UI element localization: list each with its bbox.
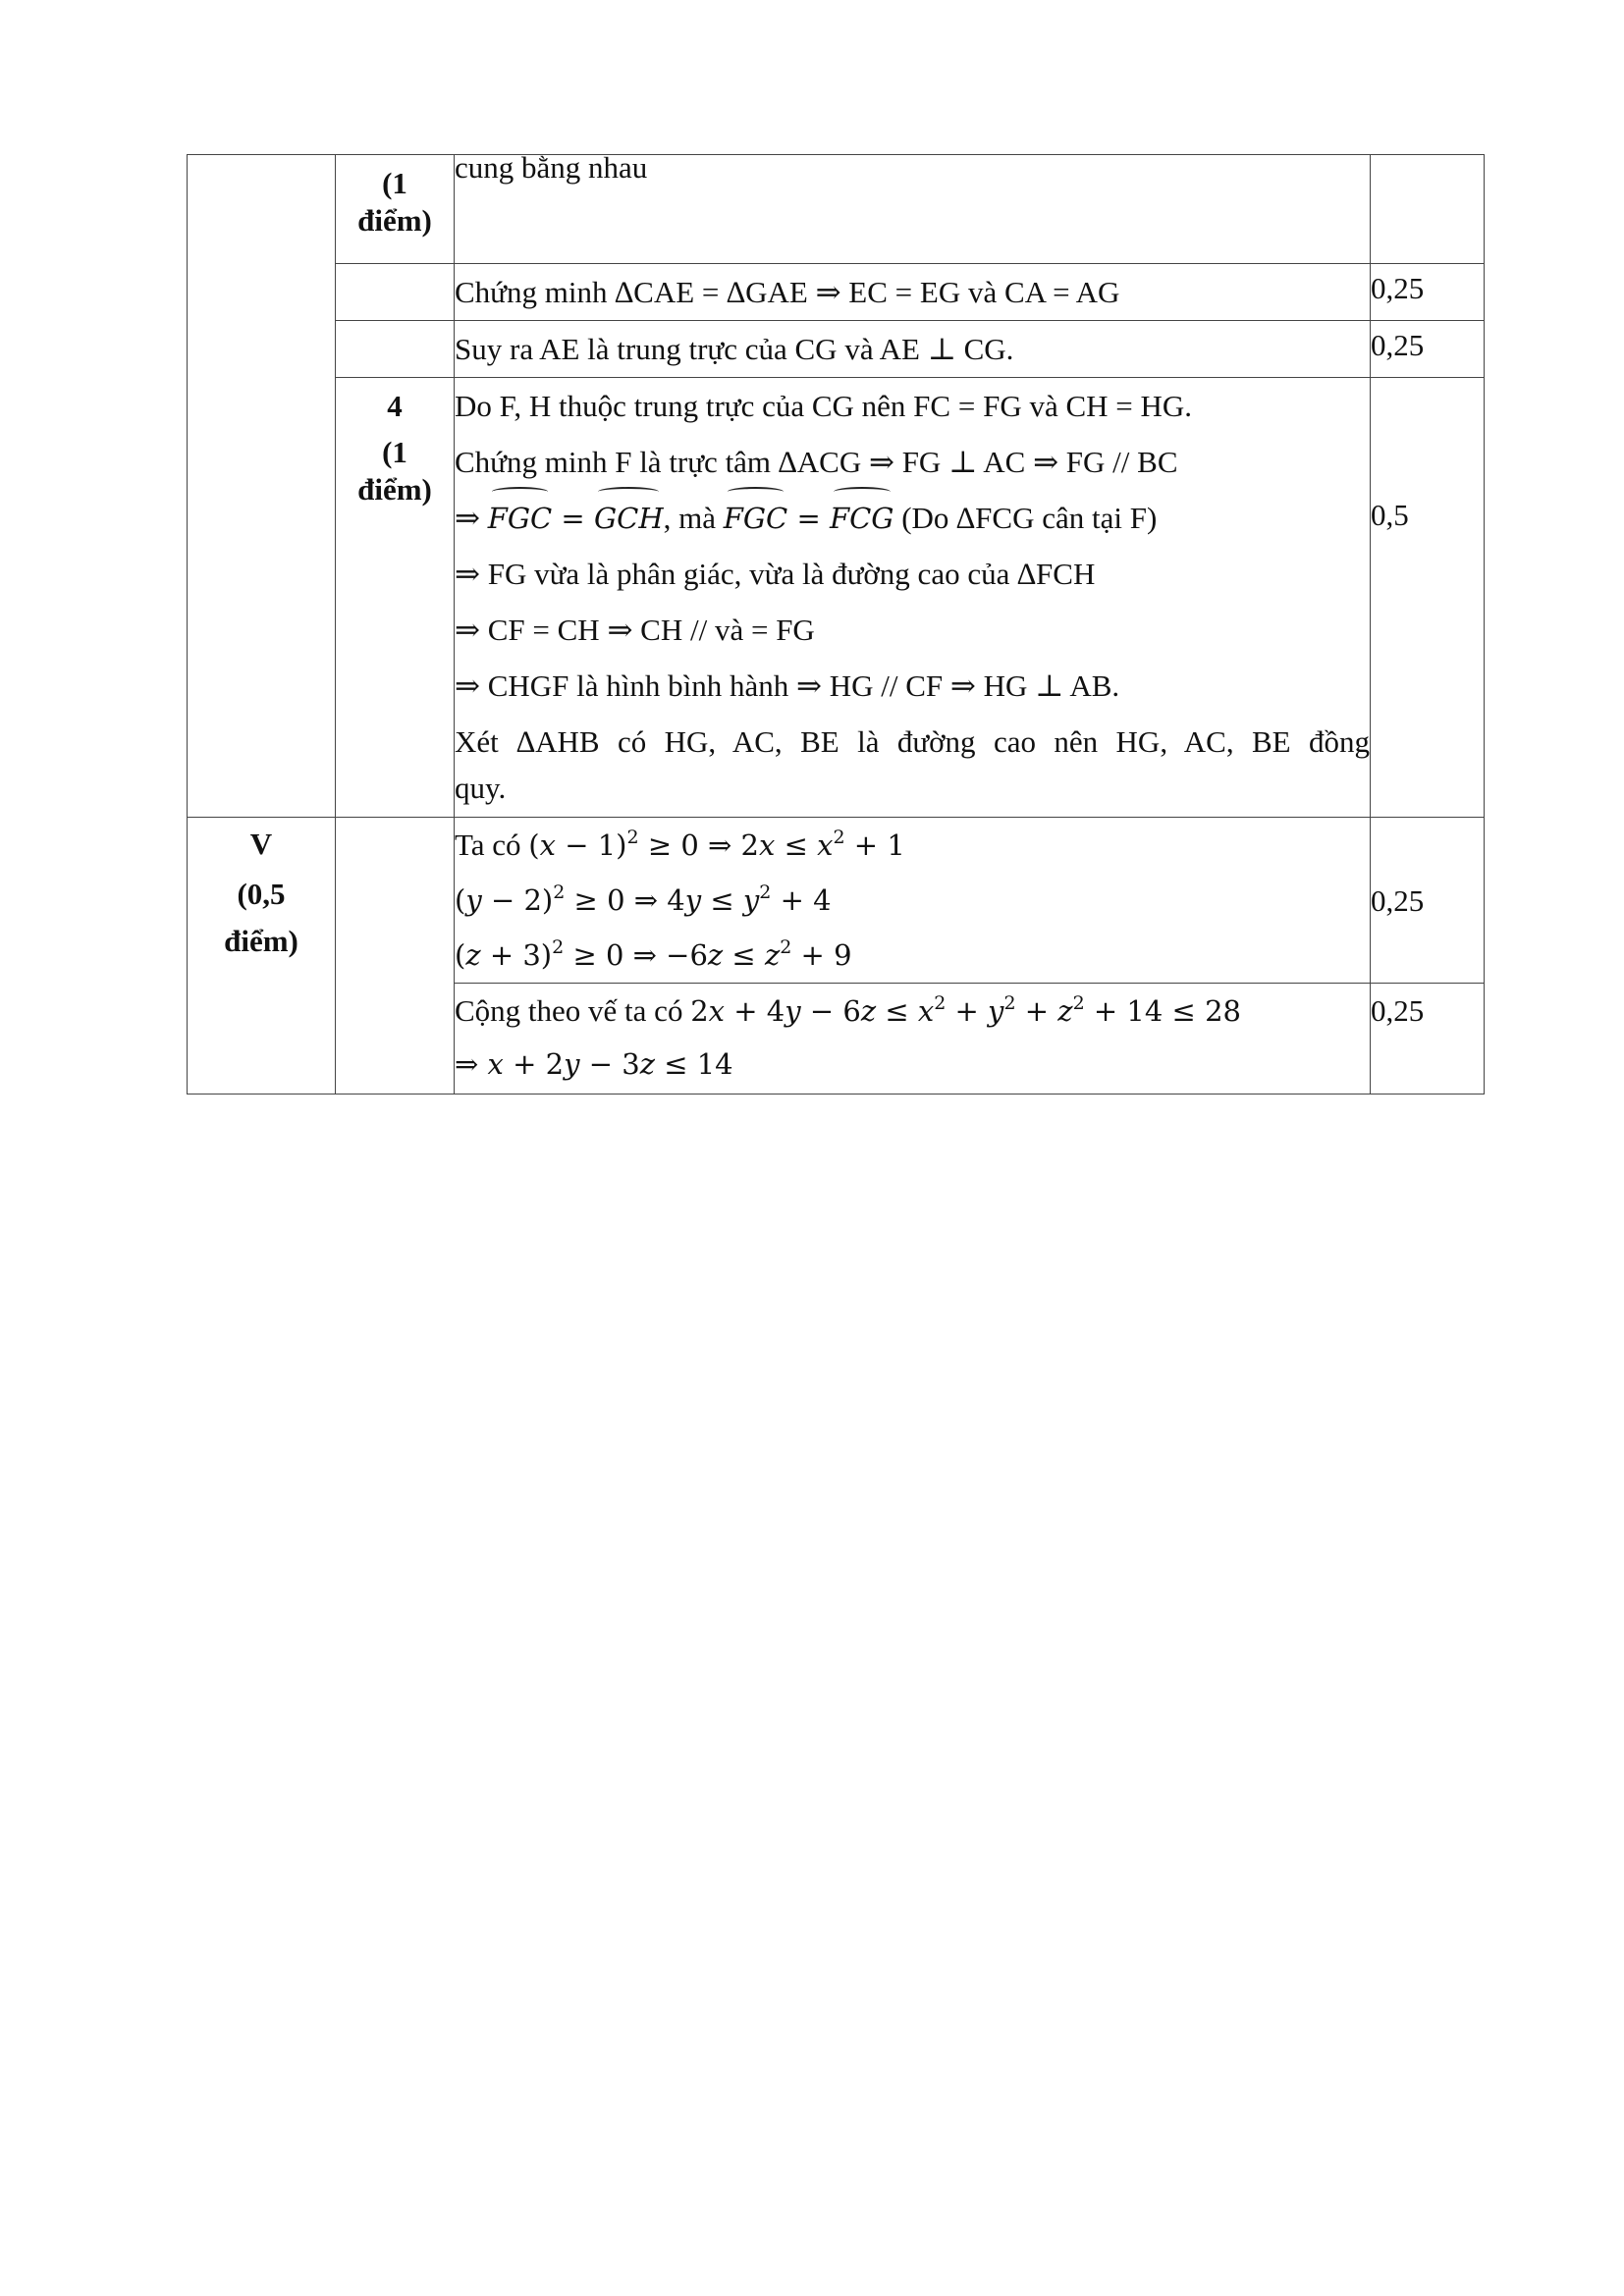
part-unit: điểm) — [357, 203, 432, 238]
angle-fgc: FGC — [724, 491, 787, 547]
section-unit: điểm) — [224, 924, 298, 958]
part-unit: điểm) — [357, 472, 432, 507]
angle-gch: GCH — [594, 491, 664, 547]
answer-key-table — [187, 150, 1485, 1095]
section-number: V — [249, 827, 273, 861]
text-fragment: (Do ∆FCG cân tại F) — [893, 501, 1158, 535]
content-line — [455, 873, 1370, 928]
score-cell — [1371, 321, 1485, 378]
content-line — [455, 818, 1370, 873]
part-number: 4 — [387, 389, 403, 423]
section-cell — [188, 818, 336, 1095]
content-line: Xét ∆AHB có HG, AC, BE là đường cao nên HG, AC, BE đồng — [455, 724, 1370, 759]
content-cell — [455, 321, 1371, 378]
content-line: ⇒ FG vừa là phân giác, vừa là đường cao của ∆FCH — [455, 557, 1096, 591]
implies-symbol: ⇒ — [455, 501, 488, 535]
section-cell — [188, 155, 336, 818]
score-value: 0,5 — [1371, 498, 1409, 532]
inequality: $2x + 4y - 6z \le x^2 + y^2 + z^2 + 14 \le 28$ — [690, 992, 1241, 1028]
part-label-cell — [336, 378, 455, 818]
inequality: ⇒ x + 2y − 3z ≤ 14 — [455, 1047, 733, 1081]
inequality: $(x - 1)^2 \ge 0$ ⇒ $2x \le x^2 + 1$ — [528, 827, 905, 862]
table-row — [188, 818, 1485, 984]
table-row — [188, 264, 1485, 321]
content-line — [455, 490, 1370, 546]
text-fragment: Cộng theo vế ta có — [455, 993, 691, 1028]
content-line: Chứng minh F là trực tâm ∆ACG ⇒ FG ⊥ AC ⇒ FG // BC — [455, 445, 1178, 479]
content-line — [455, 984, 1370, 1039]
part-points: (1 — [382, 435, 407, 469]
inequality: $(z + 3)^2 \ge 0$ ⇒ $-6z \le z^2 + 9$ — [455, 936, 852, 972]
angle-fcg: FCG — [830, 491, 893, 547]
content-line — [455, 1039, 1370, 1094]
score-value: 0,25 — [1371, 882, 1425, 918]
angle-fgc: FGC — [488, 491, 552, 547]
content-cell — [455, 984, 1371, 1095]
content-line: Suy ra AE là trung trực của CG và AE ⊥ CG. — [455, 332, 1014, 366]
content-line — [455, 928, 1370, 983]
score-cell — [1371, 155, 1485, 264]
equals-sign: = — [552, 502, 594, 535]
content-line: quy. — [455, 771, 507, 805]
part-label-cell — [336, 818, 455, 1095]
table-row — [188, 321, 1485, 378]
content-line: Chứng minh ∆CAE = ∆GAE ⇒ EC = EG và CA = AG — [455, 275, 1120, 309]
text-fragment: Ta có — [455, 828, 529, 862]
content-line: cung bằng nhau — [455, 150, 648, 185]
content-line: Do F, H thuộc trung trực của CG nên FC = FG và CH = HG. — [455, 389, 1193, 423]
score-value: 0,25 — [1371, 271, 1425, 305]
table-row — [188, 378, 1485, 818]
table-row — [188, 155, 1485, 264]
content-cell — [455, 818, 1371, 984]
score-cell — [1371, 264, 1485, 321]
score-cell — [1371, 818, 1485, 984]
inequality: $(y - 2)^2 \ge 0$ ⇒ $4y \le y^2 + 4$ — [455, 881, 832, 917]
section-points: (0,5 — [237, 877, 286, 911]
part-label-cell — [336, 264, 455, 321]
content-line: ⇒ CF = CH ⇒ CH // và = FG — [455, 613, 815, 647]
score-cell — [1371, 378, 1485, 818]
score-cell — [1371, 984, 1485, 1095]
score-value: 0,25 — [1371, 328, 1425, 362]
part-label-cell — [336, 155, 455, 264]
content-cell — [455, 150, 1371, 264]
content-line: ⇒ CHGF là hình bình hành ⇒ HG // CF ⇒ HG ⊥ AB. — [455, 668, 1120, 703]
score-value: 0,25 — [1371, 993, 1425, 1028]
part-points: (1 — [382, 166, 407, 200]
content-cell — [455, 264, 1371, 321]
part-label-cell — [336, 321, 455, 378]
content-cell — [455, 378, 1371, 818]
text-fragment: , mà — [663, 501, 724, 535]
equals-sign: = — [787, 502, 830, 535]
